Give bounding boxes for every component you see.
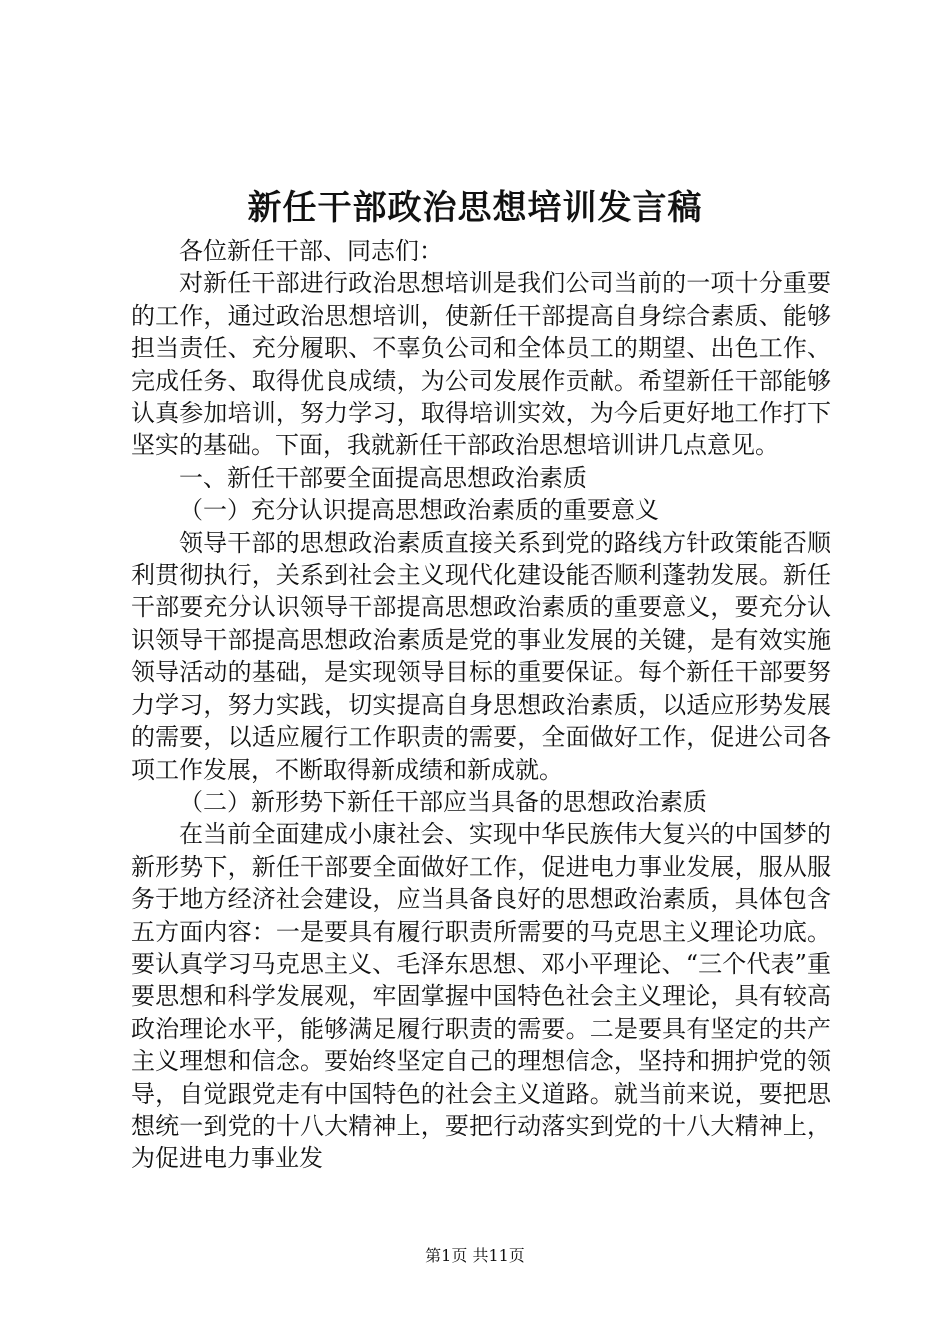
paragraph-intro: 对新任干部进行政治思想培训是我们公司当前的一项十分重要的工作，通过政治思想培训，使新任干部提高自身综合素质、能够担当责任、充分履职、不辜负公司和全体员工的期望、出色工作、完成任务、取得优良成绩，为公司发展作贡献。希望新任干部能够认真参加培训，努力学习，取得培训实效，为今后更好地工作打下坚实的基础。下面，我就新任干部政治思想培训讲几点意见。 — [131, 269, 831, 460]
salutation: 各位新任干部、同志们： — [179, 237, 443, 265]
paragraph-qualities: 在当前全面建成小康社会、实现中华民族伟大复兴的中国梦的新形势下，新任干部要全面做好工作，促进电力事业发展，服从服务于地方经济社会建设，应当具备良好的思想政治素质，具体包含五方面内容：一是要具有履行职责所需要的马克思主义理论功底。要认真学习马克思主义、毛泽东思想、邓小平理论、“三个代表”重要思想和科学发展观，牢固掌握中国特色社会主义理论，具有较高政治理论水平，能够满足履行职责的需要。二是要具有坚定的共产主义理想和信念。要始终坚定自己的理想信念，坚持和拥护党的领导，自觉跟党走有中国特色的社会主义道路。就当前来说，要把思想统一到党的十八大精神上，要把行动落实到党的十八大精神上，为促进电力事业发 — [131, 820, 831, 1173]
document-title: 新任干部政治思想培训发言稿 — [247, 188, 703, 228]
subsection-heading-2: （二）新形势下新任干部应当具备的思想政治素质 — [179, 787, 707, 816]
subsection-heading-1: （一）充分认识提高思想政治素质的重要意义 — [179, 496, 659, 525]
section-heading-1: 一、新任干部要全面提高思想政治素质 — [179, 463, 587, 492]
page-number: 第1页 共11页 — [425, 1246, 525, 1265]
document-body — [131, 235, 831, 1175]
paragraph-significance: 领导干部的思想政治素质直接关系到党的路线方针政策能否顺利贯彻执行，关系到社会主义现代化建设能否顺利蓬勃发展。新任干部要充分认识领导干部提高思想政治素质的重要意义，要充分认识领导干部提高思想政治素质是党的事业发展的关键，是有效实施领导活动的基础，是实现领导目标的重要保证。每个新任干部要努力学习，努力实践，切实提高自身思想政治素质，以适应形势发展的需要，以适应履行工作职责的需要，全面做好工作，促进公司各项工作发展，不断取得新成绩和新成就。 — [131, 528, 831, 784]
